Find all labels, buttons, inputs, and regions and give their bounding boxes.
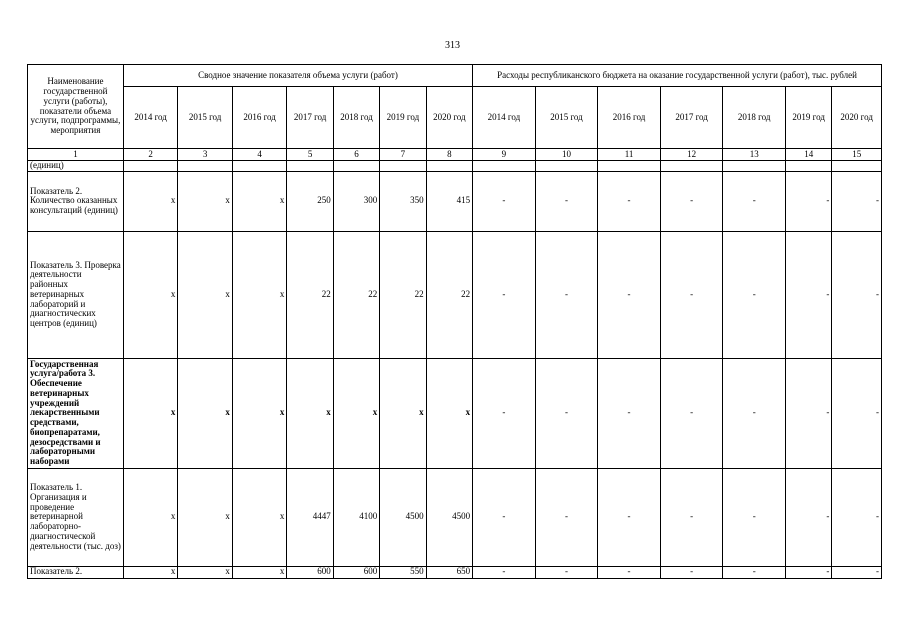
expense-value-cell: -	[832, 171, 882, 231]
volume-value-cell: 4100	[333, 468, 379, 566]
year-header-expense: 2018 год	[723, 87, 786, 149]
volume-indicator-header: Сводное значение показателя объема услуги (работ)	[123, 65, 472, 87]
expense-value-cell	[785, 161, 831, 172]
volume-value-cell: x	[232, 358, 287, 468]
year-header-expense: 2019 год	[785, 87, 831, 149]
column-number: 6	[333, 149, 379, 161]
expense-value-cell: -	[785, 358, 831, 468]
row-name: Показатель 2.	[28, 566, 124, 578]
row-name: Показатель 2. Количество оказанных консультаций (единиц)	[28, 171, 124, 231]
year-header-volume: 2017 год	[287, 87, 333, 149]
expense-value-cell: -	[598, 171, 661, 231]
volume-value-cell: x	[178, 358, 233, 468]
expense-value-cell	[535, 161, 598, 172]
volume-value-cell: x	[178, 171, 233, 231]
table-row	[28, 171, 882, 231]
row-name: (единиц)	[28, 161, 124, 172]
year-header-expense: 2016 год	[598, 87, 661, 149]
table-row	[28, 358, 882, 468]
volume-value-cell: x	[123, 468, 178, 566]
column-number: 1	[28, 149, 124, 161]
volume-value-cell: 600	[333, 566, 379, 578]
column-number: 5	[287, 149, 333, 161]
table-row	[28, 566, 882, 578]
volume-value-cell: 22	[426, 231, 472, 358]
row-name: Показатель 1. Организация и проведение ветеринарной лабораторно-диагностической деятельности (тыс. доз)	[28, 468, 124, 566]
volume-value-cell	[287, 161, 333, 172]
expense-value-cell	[723, 161, 786, 172]
expense-value-cell: -	[723, 171, 786, 231]
expense-value-cell: -	[535, 468, 598, 566]
budget-table	[27, 64, 882, 579]
expense-value-cell: -	[723, 566, 786, 578]
volume-value-cell: x	[123, 566, 178, 578]
column-number: 14	[785, 149, 831, 161]
year-header-volume: 2019 год	[380, 87, 426, 149]
expense-value-cell: -	[660, 358, 723, 468]
volume-value-cell: 300	[333, 171, 379, 231]
expense-value-cell: -	[598, 566, 661, 578]
row-name: Государственная услуга/работа 3. Обеспечение ветеринарных учреждений лекарственными средствами, биопрепаратами, дезосредствами и лабораторными наборами	[28, 358, 124, 468]
expense-value-cell: -	[473, 231, 536, 358]
expense-value-cell: -	[785, 566, 831, 578]
expense-value-cell: -	[598, 231, 661, 358]
column-number: 8	[426, 149, 472, 161]
volume-value-cell: 350	[380, 171, 426, 231]
volume-value-cell	[178, 161, 233, 172]
volume-value-cell	[380, 161, 426, 172]
year-header-expense: 2015 год	[535, 87, 598, 149]
column-number: 13	[723, 149, 786, 161]
year-header-volume: 2020 год	[426, 87, 472, 149]
year-header-volume: 2015 год	[178, 87, 233, 149]
volume-value-cell: 250	[287, 171, 333, 231]
page-number: 313	[445, 40, 460, 51]
year-header-expense: 2014 год	[473, 87, 536, 149]
volume-value-cell: 22	[287, 231, 333, 358]
column-number: 12	[660, 149, 723, 161]
column-number: 4	[232, 149, 287, 161]
year-header-expense: 2020 год	[832, 87, 882, 149]
expense-value-cell: -	[832, 231, 882, 358]
year-header-row	[28, 87, 882, 149]
volume-value-cell: 22	[333, 231, 379, 358]
volume-value-cell: x	[178, 566, 233, 578]
row-name: Показатель 3. Проверка деятельности районных ветеринарных лабораторий и диагностических центров (единиц)	[28, 231, 124, 358]
volume-value-cell: 600	[287, 566, 333, 578]
expense-value-cell: -	[473, 171, 536, 231]
expense-value-cell: -	[535, 171, 598, 231]
volume-value-cell: 4500	[380, 468, 426, 566]
volume-value-cell	[426, 161, 472, 172]
expense-value-cell: -	[660, 566, 723, 578]
expense-value-cell: -	[785, 231, 831, 358]
table-row	[28, 161, 882, 172]
volume-value-cell	[123, 161, 178, 172]
expense-value-cell: -	[832, 358, 882, 468]
expense-value-cell: -	[785, 171, 831, 231]
expense-value-cell: -	[832, 566, 882, 578]
expense-value-cell: -	[535, 358, 598, 468]
volume-value-cell: 4500	[426, 468, 472, 566]
volume-value-cell: x	[333, 358, 379, 468]
expense-value-cell	[473, 161, 536, 172]
volume-value-cell: x	[232, 566, 287, 578]
volume-value-cell: x	[123, 231, 178, 358]
column-number: 15	[832, 149, 882, 161]
column-number: 3	[178, 149, 233, 161]
expense-value-cell: -	[535, 231, 598, 358]
volume-value-cell: x	[178, 468, 233, 566]
volume-value-cell	[232, 161, 287, 172]
expense-value-cell: -	[723, 231, 786, 358]
volume-value-cell: 22	[380, 231, 426, 358]
expense-value-cell: -	[660, 468, 723, 566]
volume-value-cell: x	[178, 231, 233, 358]
volume-value-cell: 650	[426, 566, 472, 578]
expense-value-cell: -	[660, 171, 723, 231]
volume-value-cell: x	[232, 468, 287, 566]
expense-value-cell: -	[535, 566, 598, 578]
volume-value-cell: x	[232, 171, 287, 231]
column-number: 10	[535, 149, 598, 161]
volume-value-cell: x	[287, 358, 333, 468]
column-number: 2	[123, 149, 178, 161]
table-row	[28, 231, 882, 358]
expense-value-cell: -	[598, 468, 661, 566]
expense-value-cell: -	[723, 468, 786, 566]
expense-value-cell: -	[660, 231, 723, 358]
expense-value-cell	[832, 161, 882, 172]
volume-value-cell: x	[123, 171, 178, 231]
expense-value-cell: -	[832, 468, 882, 566]
expense-value-cell	[660, 161, 723, 172]
expense-value-cell: -	[785, 468, 831, 566]
year-header-volume: 2016 год	[232, 87, 287, 149]
volume-value-cell: 4447	[287, 468, 333, 566]
volume-value-cell: x	[123, 358, 178, 468]
expense-value-cell: -	[473, 358, 536, 468]
volume-value-cell: x	[426, 358, 472, 468]
year-header-volume: 2014 год	[123, 87, 178, 149]
column-number-row	[28, 149, 882, 161]
volume-value-cell: x	[232, 231, 287, 358]
budget-expenses-header: Расходы республиканского бюджета на оказание государственной услуги (работ), тыс. рублей	[473, 65, 882, 87]
volume-value-cell: x	[380, 358, 426, 468]
year-header-expense: 2017 год	[660, 87, 723, 149]
expense-value-cell	[598, 161, 661, 172]
expense-value-cell: -	[473, 468, 536, 566]
volume-value-cell: 415	[426, 171, 472, 231]
table-row	[28, 468, 882, 566]
volume-value-cell	[333, 161, 379, 172]
column-number: 7	[380, 149, 426, 161]
volume-value-cell: 550	[380, 566, 426, 578]
column-number: 9	[473, 149, 536, 161]
year-header-volume: 2018 год	[333, 87, 379, 149]
expense-value-cell: -	[723, 358, 786, 468]
expense-value-cell: -	[598, 358, 661, 468]
column-number: 11	[598, 149, 661, 161]
expense-value-cell: -	[473, 566, 536, 578]
name-column-header: Наименование государственной услуги (работы), показатели объема услуги, подпрограммы, мероприятия	[28, 65, 124, 149]
